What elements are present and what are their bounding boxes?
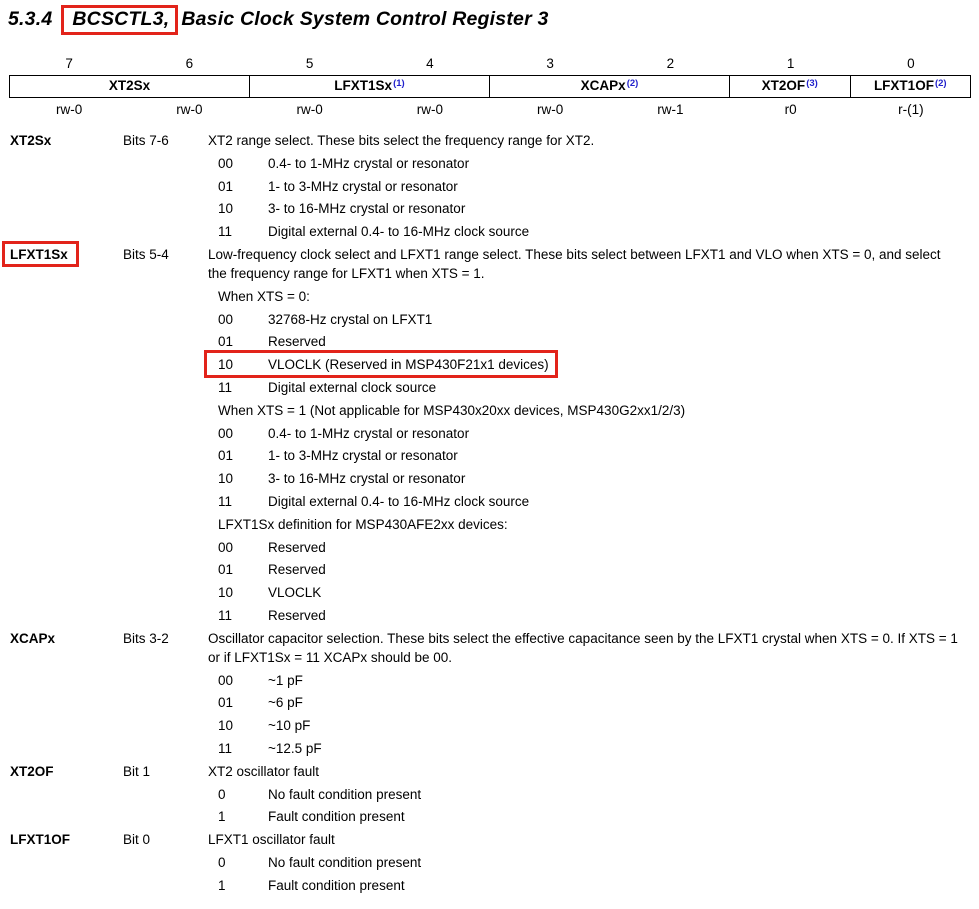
option-text: Reserved [268, 562, 326, 578]
section-header-row [0, 830, 979, 849]
field-cell-label: XT2OF [761, 78, 806, 93]
option-group [218, 154, 469, 173]
option-group [218, 560, 326, 579]
option-code: 11 [218, 740, 233, 756]
option-text: Reserved [268, 539, 326, 555]
register-name-highlight-box [61, 5, 178, 35]
field-name-column [0, 762, 123, 781]
field-description: Low-frequency clock select and LFXT1 range select. These bits select between LFXT1 and VLO when XTS = 0, and select the frequency range for LFXT1 when XTS = 1. [208, 246, 941, 281]
subheading-row [0, 401, 979, 420]
register-field-section [0, 131, 979, 241]
bit-number: 1 [786, 56, 795, 71]
section-header-row [0, 762, 979, 781]
field-name-label: LFXT1OF [10, 832, 70, 848]
option-code: 01 [218, 695, 234, 711]
option-group [218, 785, 421, 804]
subheading-row [0, 287, 979, 306]
bits-label: Bits 7-6 [123, 133, 169, 148]
field-description: XT2 range select. These bits select the frequency range for XT2. [208, 133, 595, 148]
bits-label: Bit 1 [123, 763, 151, 779]
option-code: 01 [218, 562, 234, 578]
access-type: rw-0 [56, 102, 83, 117]
option-row [0, 310, 979, 329]
register-field-section [0, 762, 979, 827]
access-type: rw-0 [537, 102, 564, 117]
option-row [0, 355, 979, 374]
option-code: 0 [218, 854, 226, 870]
section-heading [8, 5, 979, 35]
field-name-label: LFXT1Sx [10, 246, 68, 262]
option-row [0, 538, 979, 557]
option-row [0, 177, 979, 196]
bit-number: 4 [426, 56, 434, 71]
access-type: rw-1 [657, 102, 684, 117]
datasheet-page [0, 5, 979, 909]
field-cell-label: LFXT1Sx [334, 78, 393, 93]
option-row [0, 446, 979, 465]
option-group [218, 310, 432, 329]
option-group [218, 332, 326, 351]
footnote-reference: (3) [806, 78, 818, 89]
bit-number: 5 [305, 56, 314, 71]
bits-label: Bit 0 [123, 832, 151, 848]
option-text: Reserved [268, 334, 326, 350]
access-type: r0 [784, 102, 797, 117]
access-types-row [9, 102, 971, 117]
section-header-row [0, 131, 979, 150]
bit-number: 0 [907, 56, 915, 71]
field-name-column [0, 131, 123, 150]
field-description: Oscillator capacitor selection. These bits select the effective capacitance seen by the LFXT1 crystal when XTS = 0. If XTS = 1 or if LFXT1Sx = 11 XCAPx should be 00. [208, 630, 958, 665]
field-name-label: XT2OF [10, 763, 54, 779]
bits-label: Bits 5-4 [123, 246, 169, 262]
option-row [0, 424, 979, 443]
bits-label: Bits 3-2 [123, 630, 169, 646]
option-code: 01 [218, 448, 234, 464]
option-code: 0 [218, 786, 226, 802]
option-row [0, 807, 979, 826]
field-descriptions [0, 131, 979, 895]
bit-fields-row [9, 75, 971, 98]
option-highlight-box [218, 355, 549, 374]
option-text: No fault condition present [268, 786, 422, 802]
field-cell-label: LFXT1OF [873, 78, 934, 93]
option-row [0, 199, 979, 218]
option-text: 1- to 3-MHz crystal or resonator [268, 448, 458, 464]
option-row [0, 876, 979, 895]
option-row [0, 469, 979, 488]
footnote-reference: (2) [626, 78, 639, 89]
bit-numbers-row [9, 56, 971, 71]
section-header-row [0, 245, 979, 283]
option-code: 10 [218, 357, 234, 373]
option-text: ~1 pF [268, 672, 303, 688]
field-name-column [0, 830, 123, 849]
option-text: Digital external 0.4- to 16-MHz clock source [268, 224, 530, 240]
option-row [0, 671, 979, 690]
option-group [218, 538, 326, 557]
option-group [218, 177, 458, 196]
register-bit-table [9, 56, 971, 117]
section-header-row [0, 629, 979, 667]
option-group [218, 671, 303, 690]
option-text: Fault condition present [268, 809, 405, 825]
option-code: 10 [218, 585, 234, 601]
access-type: rw-0 [296, 102, 323, 117]
option-code: 00 [218, 311, 234, 327]
option-text: ~12.5 pF [268, 740, 322, 756]
option-text: ~6 pF [268, 695, 303, 711]
field-cell-lfxt1sx [250, 76, 490, 97]
option-text: Digital external 0.4- to 16-MHz clock source [268, 493, 530, 509]
field-name-column [0, 629, 123, 667]
option-group [218, 469, 465, 488]
option-group [218, 583, 321, 602]
option-code: 11 [218, 379, 233, 395]
field-cell-xt2sx [10, 76, 250, 97]
option-text: 1- to 3-MHz crystal or resonator [268, 178, 458, 194]
bit-number: 2 [666, 56, 675, 71]
field-description: XT2 oscillator fault [208, 763, 320, 779]
option-code: 00 [218, 155, 234, 171]
option-text: VLOCLK (Reserved in MSP430F21x1 devices) [268, 357, 549, 373]
bit-number: 7 [65, 56, 73, 71]
option-group [218, 606, 326, 625]
option-text: ~10 pF [268, 718, 311, 734]
option-code: 00 [218, 672, 234, 688]
option-group [218, 222, 529, 241]
field-name-column [0, 245, 123, 283]
option-text: 3- to 16-MHz crystal or resonator [268, 201, 466, 217]
option-code: 11 [218, 493, 233, 509]
option-row [0, 332, 979, 351]
option-code: 10 [218, 471, 234, 487]
option-row [0, 222, 979, 241]
option-group [218, 807, 405, 826]
option-code: 00 [218, 425, 234, 441]
option-row [0, 739, 979, 758]
field-name-label: XCAPx [10, 630, 56, 646]
option-row [0, 606, 979, 625]
subheading-row [0, 515, 979, 534]
field-description: LFXT1 oscillator fault [208, 832, 335, 848]
option-row [0, 492, 979, 511]
option-code: 01 [218, 178, 234, 194]
option-row [0, 560, 979, 579]
option-group [218, 378, 436, 397]
option-text: VLOCLK [268, 585, 322, 601]
field-cell-lfxt1of [851, 76, 971, 97]
option-row [0, 716, 979, 735]
field-cell-xcapx [490, 76, 730, 97]
access-type: rw-0 [416, 102, 443, 117]
option-row [0, 853, 979, 872]
bit-number: 6 [185, 56, 194, 71]
access-type: r-(1) [898, 102, 924, 117]
subheading-text: When XTS = 0: [218, 288, 310, 304]
option-group [218, 199, 465, 218]
option-text: 0.4- to 1-MHz crystal or resonator [268, 155, 470, 171]
option-text: Reserved [268, 607, 326, 623]
option-text: 0.4- to 1-MHz crystal or resonator [268, 425, 470, 441]
option-code: 11 [218, 607, 233, 623]
option-group [218, 739, 322, 758]
option-group [218, 693, 303, 712]
option-code: 01 [218, 334, 234, 350]
option-row [0, 785, 979, 804]
register-field-section [0, 245, 979, 625]
option-group [218, 492, 529, 511]
option-code: 10 [218, 718, 234, 734]
register-title: Basic Clock System Control Register 3 [181, 8, 549, 30]
option-row [0, 378, 979, 397]
option-code: 00 [218, 539, 234, 555]
register-field-section [0, 830, 979, 895]
option-code: 10 [218, 201, 234, 217]
register-name: BCSCTL3, [72, 8, 170, 30]
option-row [0, 583, 979, 602]
option-row [0, 154, 979, 173]
option-row [0, 693, 979, 712]
option-code: 11 [218, 224, 233, 240]
option-text: Fault condition present [268, 877, 405, 893]
option-group [218, 876, 405, 895]
access-type: rw-0 [176, 102, 203, 117]
register-field-section [0, 629, 979, 758]
field-name-label: XT2Sx [10, 133, 52, 148]
section-number: 5.3.4 [8, 8, 53, 30]
option-text: 3- to 16-MHz crystal or resonator [268, 471, 466, 487]
subheading-text: When XTS = 1 (Not applicable for MSP430x20xx devices, MSP430G2xx1/2/3) [218, 402, 686, 418]
subheading-text: LFXT1Sx definition for MSP430AFE2xx devices: [218, 516, 508, 532]
option-group [218, 853, 421, 872]
option-group [218, 424, 469, 443]
footnote-reference: (1) [393, 78, 405, 89]
option-text: 32768-Hz crystal on LFXT1 [268, 311, 433, 327]
option-code: 1 [218, 877, 226, 893]
field-cell-label: XCAPx [580, 78, 626, 93]
option-code: 1 [218, 809, 226, 825]
option-group [218, 446, 458, 465]
option-text: No fault condition present [268, 854, 422, 870]
footnote-reference: (2) [934, 78, 947, 89]
field-cell-label: XT2Sx [108, 78, 151, 93]
option-text: Digital external clock source [268, 379, 437, 395]
field-cell-xt2of [730, 76, 851, 97]
bit-number: 3 [546, 56, 554, 71]
option-group [218, 716, 310, 735]
